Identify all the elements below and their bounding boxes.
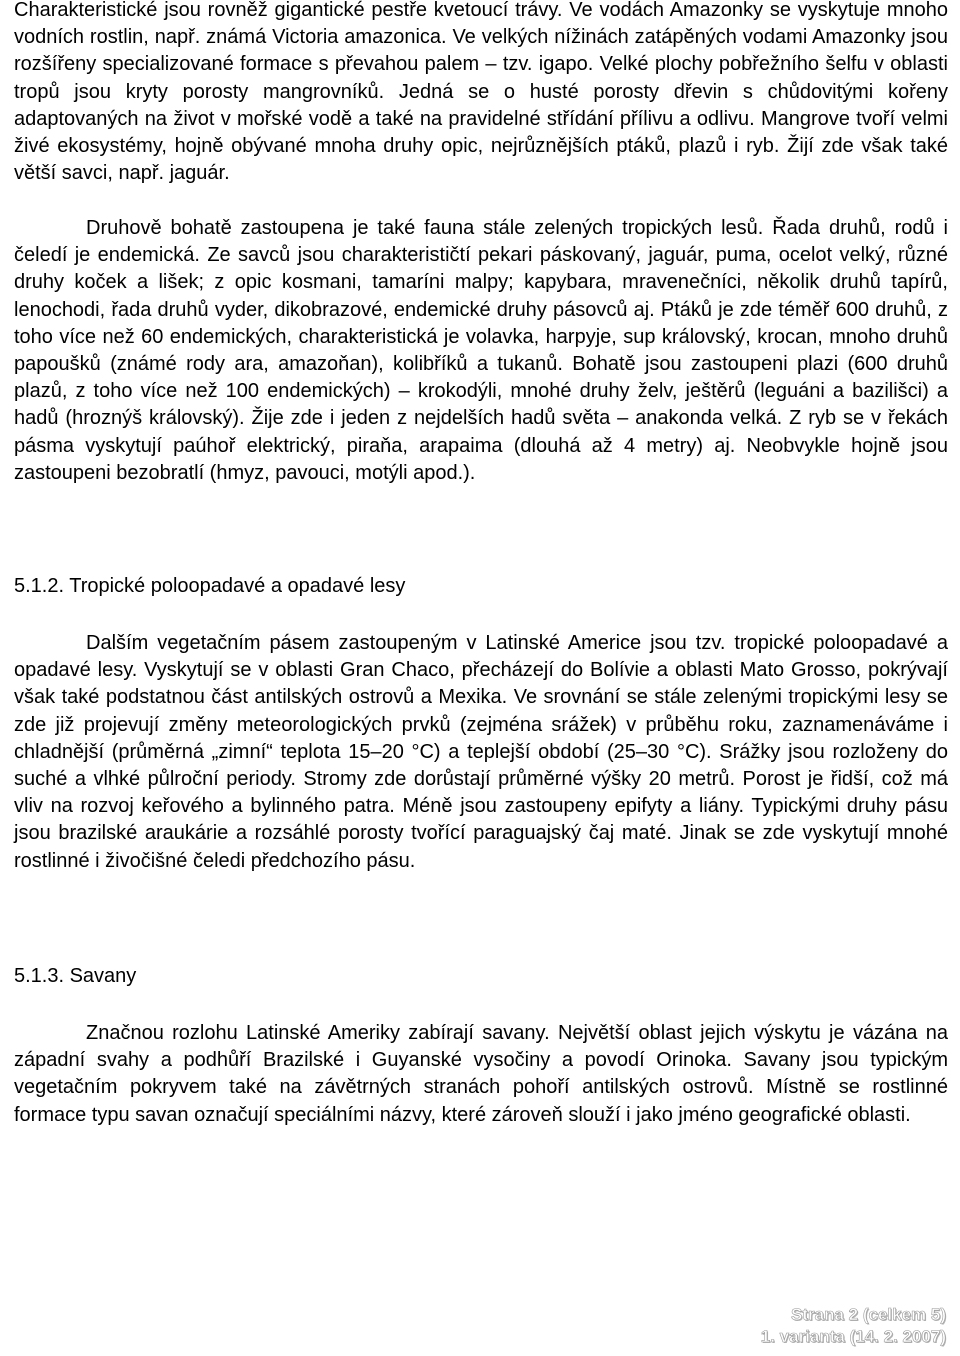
page-footer (761, 1304, 946, 1348)
section-heading-5-1-3: 5.1.3. Savany (14, 965, 137, 987)
paragraph-deciduous-forests: Dalším vegetačním pásem zastoupeným v Latinské Americe jsou tzv. tropické poloopadavé a opadavé lesy. Vyskytují se v oblasti Gran Chaco, přecházejí do Bolívie a oblasti Mato Grosso, pokrývají však také podstatnou část antilských ostrovů a Mexika. Ve srovnání se stále zelenými tropickými lesy se zde již projevují změny meteorologických prvků (zejména srážek) v průběhu roku, zaznamenáváme i chladnější (průměrná „zimní“ teplota 15–20 °C) a teplejší období (25–30 °C). Srážky jsou rozloženy do suché a vlhké půlroční periody. Stromy zde dorůstají průměrné výšky 20 metrů. Porost je řidší, což má vliv na rozvoj keřového a bylinného patra. Méně jsou zastoupeny epifyty a liány. Typickými druhy pásu jsou brazilské araukárie a rozsáhlé porosty tvořící paraguajský čaj maté. Jinak se zde vyskytují mnohé rostlinné i živočišné čeledi předchozího pásu. (14, 632, 948, 872)
footer-variant: 1. varianta (14. 2. 2007) (760, 1327, 946, 1346)
section-heading-5-1-2: 5.1.2. Tropické poloopadavé a opadavé lesy (14, 575, 406, 597)
footer-page-number: Strana 2 (celkem 5) (791, 1305, 946, 1324)
paragraph-mangroves: Charakteristické jsou rovněž gigantické pestře kvetoucí trávy. Ve vodách Amazonky se vyskytuje mnoho vodních rostlin, např. známá Victoria amazonica. Ve velkých nížinách zatápěných vodami Amazonky jsou rozšířeny specializované formace s převahou palem – tzv. igapo. Velké plochy pobřežního šelfu v oblasti tropů jsou kryty porosty mangrovníků. Jedná se o husté porosty dřevin s chůdovitými kořeny adaptovaných na život v mořské vodě a také na pravidelné střídání přílivu a odlivu. Mangrove tvoří velmi živé ekosystémy, hojně obývané mnoha druhy opic, nejrůznějších ptáků, plazů i ryb. Žijí zde však také větší savci, např. jaguár. (14, 0, 948, 185)
paragraph-savannas: Značnou rozlohu Latinské Ameriky zabírají savany. Největší oblast jejich výskytu je vázána na západní svahy a podhůří Brazilské i Guyanské vysočiny a povodí Orinoka. Savany jsou typickým vegetačním pokryvem také na závětrných stranách pohoří antilských ostrovů. Místně se rostlinné formace typu savan označují speciálními názvy, které zároveň slouží i jako jméno geografické oblasti. (14, 1022, 948, 1126)
paragraph-fauna: Druhově bohatě zastoupena je také fauna stále zelených tropických lesů. Řada druhů, rodů i čeledí je endemická. Ze savců jsou charakterističtí pekari páskovaný, jaguár, puma, ocelot velký, různé druhy koček a lišek; z opic kosmani, tamaríni malpy; kapybara, mravenečníci, několik druhů tapírů, lenochodi, řada druhů vyder, dikobrazové, endemické druhy pásovců aj. Ptáků je zde téměř 600 druhů, z toho více než 60 endemických, charakteristická je volavka, harpyje, sup královský, krocan, mnoho druhů papoušků (známé rody ara, amazoňan), kolibříků a tukanů. Bohatě jsou zastoupeni plazi (600 druhů plazů, z toho více než 100 endemických) – krokodýli, mnohé druhy želv, ještěrů (leguáni a bazilišci) a hadů (hroznýš královský). Žije zde i jeden z nejdelších hadů světa – anakonda velká. Z ryb se v řekách pásma vyskytují paúhoř elektrický, piraňa, arapaima (dlouhá až 4 metry) aj. Neobvykle hojně jsou zastoupeni bezobratlí (hmyz, pavouci, motýli apod.). (14, 217, 948, 484)
